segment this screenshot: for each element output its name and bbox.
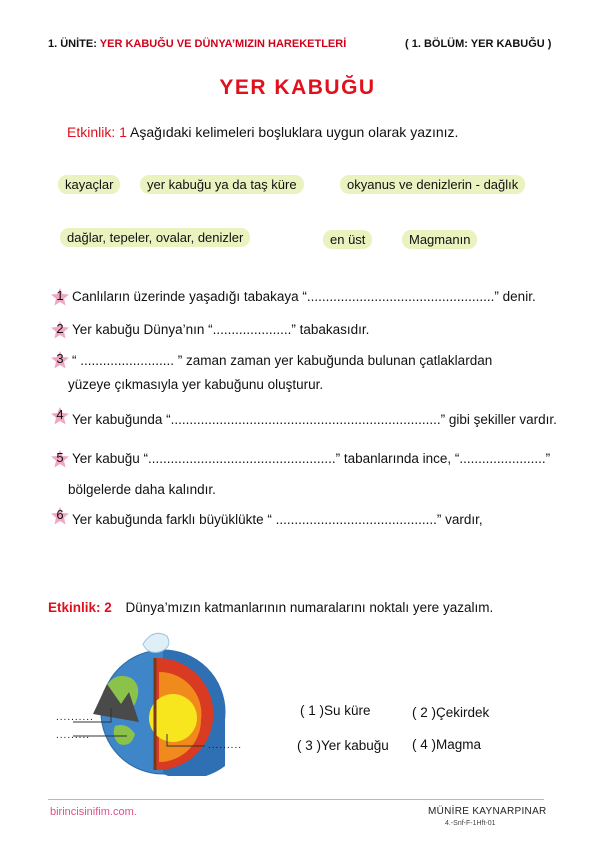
question-number: 2 [56, 321, 64, 336]
activity-2-label: Etkinlik: 2 [48, 600, 112, 615]
activity-2-instruction: Dünya’mızın katmanlarının numaralarını noktalı yere yazalım. [125, 600, 494, 615]
section-label: ( 1. BÖLÜM: YER KABUĞU ) [405, 38, 552, 50]
question-text-line-2: bölgelerde daha kalındır. [68, 482, 216, 497]
page-title: YER KABUĞU [219, 76, 376, 99]
question-number-badge [50, 287, 70, 307]
activity-1-heading [67, 124, 458, 140]
question-number: 3 [56, 351, 64, 366]
footer-site: birincisinifim.com. [50, 806, 137, 818]
layer-option: ( 3 )Yer kabuğu [297, 738, 389, 753]
ice-cap [143, 633, 169, 652]
activity-2-heading [48, 600, 493, 615]
footer-divider [48, 799, 544, 800]
word-chip: dağlar, tepeler, ovalar, denizler [60, 228, 250, 247]
question-number: 4 [56, 407, 64, 422]
question-number-badge [50, 320, 70, 340]
activity-1-label: Etkinlik: 1 [67, 124, 127, 140]
footer-code: 4.-Snf-F-1Hft-01 [445, 820, 496, 827]
question-number-badge [50, 449, 70, 469]
word-chip: okyanus ve denizlerin - dağlık [340, 175, 525, 194]
question-text-line-1: “ ......................... ” zaman zaman yer kabuğunda bulunan çatlaklardan [72, 353, 493, 368]
question-text-line-2: yüzeye çıkmasıyla yer kabuğunu oluşturur. [68, 377, 324, 392]
answer-blank[interactable]: ......... [208, 740, 243, 751]
word-chip: Magmanın [402, 230, 477, 249]
earth-layers-illustration [55, 626, 265, 776]
answer-blank[interactable]: ......... [56, 730, 91, 741]
question-text: Yer kabuğu Dünya’nın “.....................” tabakasıdır. [72, 322, 370, 337]
question-number-badge [50, 506, 70, 526]
layer-option: ( 1 )Su küre [300, 703, 371, 718]
word-chip: en üst [323, 230, 372, 249]
question-text-line-1: Yer kabuğu “..................................................” tabanlarında ince, “.......................” [72, 451, 551, 466]
word-chip: yer kabuğu ya da taş küre [140, 175, 304, 194]
question-text: Canlıların üzerinde yaşadığı tabakaya “..................................................” denir. [72, 289, 536, 304]
layer-option: ( 2 )Çekirdek [412, 705, 490, 720]
footer-author: MÜNİRE KAYNARPINAR [428, 806, 547, 817]
question-number: 1 [56, 288, 64, 303]
word-chip: kayaçlar [58, 175, 120, 194]
question-number-badge [50, 406, 70, 426]
question-number-badge [50, 350, 70, 370]
question-number: 6 [56, 507, 64, 522]
unit-prefix: 1. ÜNİTE: [48, 38, 97, 50]
activity-1-instruction: Aşağıdaki kelimeleri boşluklara uygun olarak yazınız. [130, 124, 459, 140]
layer-option: ( 4 )Magma [412, 737, 482, 752]
answer-blank[interactable]: .......... [56, 712, 94, 723]
question-text: Yer kabuğunda farklı büyüklükte “ ...........................................” vardır, [72, 512, 483, 527]
unit-title: YER KABUĞU VE DÜNYA’MIZIN HAREKETLERİ [99, 38, 347, 50]
unit-header [48, 38, 346, 50]
question-number: 5 [56, 450, 64, 465]
question-text: Yer kabuğunda “........................................................................” gibi şekiller vardır. [72, 412, 557, 427]
